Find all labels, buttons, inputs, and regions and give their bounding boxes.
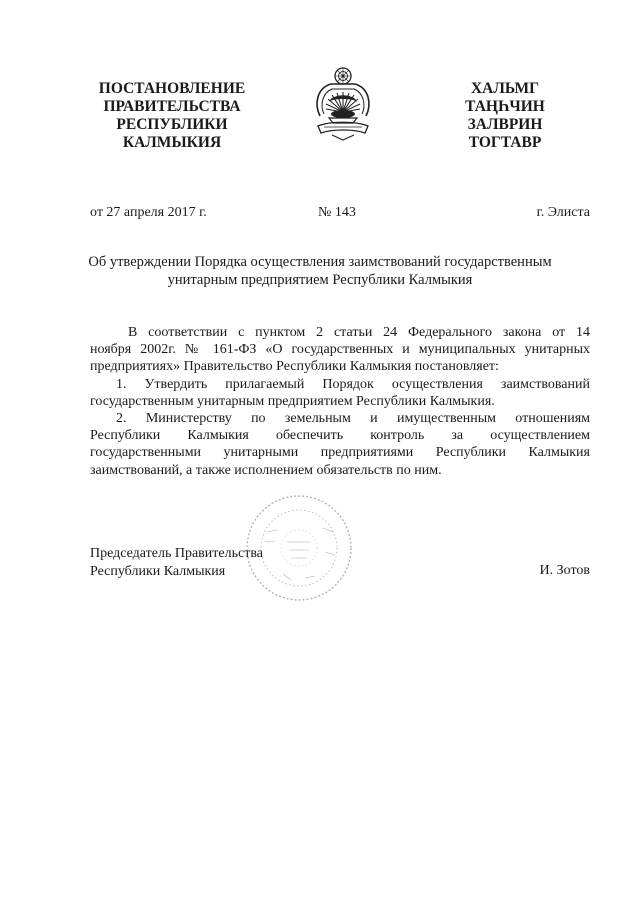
document-body (90, 324, 590, 479)
document-city: г. Элиста (536, 205, 590, 220)
header-line: ЗАЛВРИН (467, 116, 543, 133)
header-line: ТАҢҺЧИН (465, 98, 545, 115)
header-line: ХАЛЬМГ (470, 80, 540, 97)
resolution-header-kalmyk (445, 80, 565, 152)
document-number: № 143 (318, 205, 356, 220)
body-line: заимствований, а также исполнением обязательств по ним. (90, 462, 442, 478)
signature-position (90, 545, 263, 581)
body-line: предприятиях» Правительство Республики Калмыкия постановляет: (90, 359, 499, 375)
coat-of-arms-icon (312, 66, 374, 142)
body-line: 1. Утвердить прилагаемый Порядок осуществления заимствований (116, 376, 590, 392)
title-line: унитарным предприятием Республики Калмыкия (167, 272, 473, 288)
document-date: от 27 апреля 2017 г. (90, 205, 207, 220)
header-line: ПОСТАНОВЛЕНИЕ (98, 80, 246, 97)
signature-line: Председатель Правительства (90, 546, 263, 561)
body-line: государственным унитарным предприятием Республики Калмыкия. (90, 393, 495, 409)
body-line: ноября 2002г. № 161-ФЗ «О государственных и муниципальных унитарных (90, 342, 590, 358)
body-line: государственными унитарными предприятиями Республики Калмыкия (90, 445, 590, 461)
header-line: ПРАВИТЕЛЬСТВА (103, 98, 241, 115)
document-title (60, 253, 580, 289)
body-line: 2. Министерству по земельным и имущественным отношениям (116, 411, 590, 427)
signature-line: Республики Калмыкия (90, 564, 226, 579)
resolution-header-ru (82, 80, 262, 152)
body-line: Республики Калмыкия обеспечить контроль за осуществлением (90, 428, 590, 444)
header-line: РЕСПУБЛИКИ (116, 116, 228, 133)
header-line: ТОГТАВР (468, 134, 542, 151)
header-line: КАЛМЫКИЯ (122, 134, 222, 151)
signatory-name: И. Зотов (539, 563, 590, 578)
body-line: В соответствии с пунктом 2 статьи 24 Федерального закона от 14 (128, 325, 590, 340)
title-line: Об утверждении Порядка осуществления заимствований государственным (88, 254, 552, 270)
